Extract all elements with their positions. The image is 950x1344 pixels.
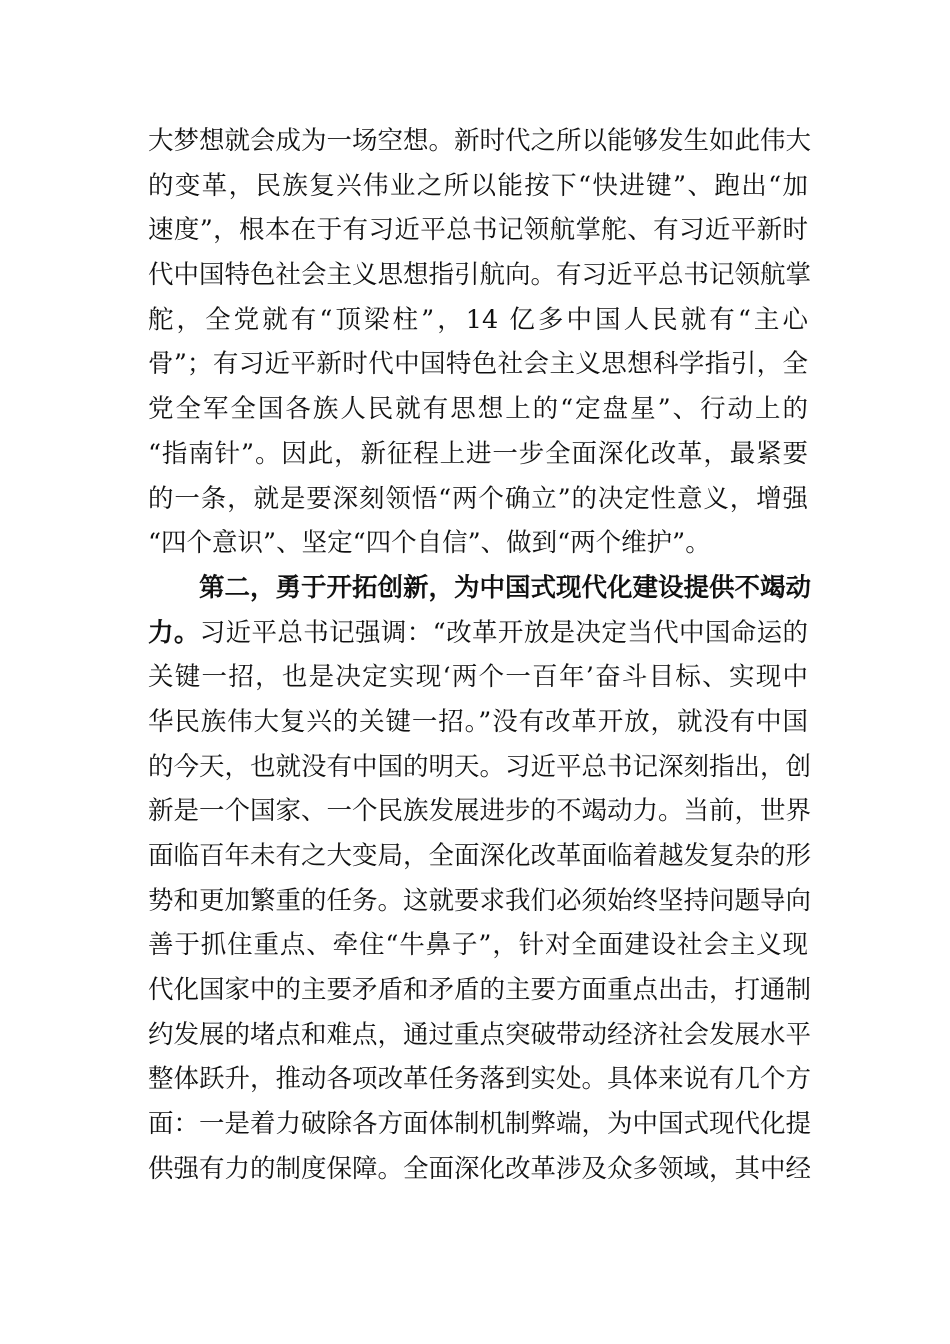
text-line: 大梦想就会成为一场空想。新时代之所以能够发生如此伟大 <box>148 126 812 156</box>
text-line: 骨”；有习近平新时代中国特色社会主义思想科学指引，全 <box>148 349 808 380</box>
text-line: 势和更加繁重的任务。这就要求我们必须始终坚持问题导向 <box>148 885 812 916</box>
text-line: 华民族伟大复兴的关键一招。”没有改革开放，就没有中国 <box>148 706 808 737</box>
text-line: “指南针”。因此，新征程上进一步全面深化改革，最紧要 <box>148 438 808 469</box>
paragraph-2 <box>148 566 812 1192</box>
text-line: 代中国特色社会主义思想指引航向。有习近平总书记领航掌 <box>148 260 812 291</box>
text-line: 供强有力的制度保障。全面深化改革涉及众多领域，其中经 <box>148 1153 812 1184</box>
text-line-rest: 习近平总书记强调：“改革开放是决定当代中国命运的 <box>199 617 808 648</box>
document-body <box>148 119 812 1192</box>
text-line: 舵，全党就有“顶梁柱”，14 亿多中国人民就有“主心 <box>148 304 808 335</box>
text-line: 约发展的堵点和难点，通过重点突破带动经济社会发展水平 <box>148 1019 812 1050</box>
text-line <box>148 611 808 656</box>
text-line: 党全军全国各族人民就有思想上的“定盘星”、行动上的 <box>148 394 808 425</box>
text-line: 速度”，根本在于有习近平总书记领航掌舵、有习近平新时 <box>148 215 808 246</box>
text-line: 善于抓住重点、牵住“牛鼻子”，针对全面建设社会主义现 <box>148 930 808 961</box>
text-line: 的变革，民族复兴伟业之所以能按下“快进键”、跑出“加 <box>148 170 808 201</box>
text-line: 面临百年未有之大变局，全面深化改革面临着越发复杂的形 <box>148 841 812 871</box>
text-line: 新是一个国家、一个民族发展进步的不竭动力。当前，世界 <box>148 796 812 827</box>
text-line: 的今天，也就没有中国的明天。习近平总书记深刻指出，创 <box>148 751 812 782</box>
section-heading-end: 力。 <box>148 617 200 648</box>
text-line: 整体跃升，推动各项改革任务落到实处。具体来说有几个方 <box>148 1064 812 1095</box>
text-line: 面：一是着力破除各方面体制机制弊端，为中国式现代化提 <box>148 1109 812 1140</box>
text-line: 代化国家中的主要矛盾和矛盾的主要方面重点出击，打通制 <box>148 975 812 1006</box>
text-line: “四个意识”、坚定“四个自信”、做到“两个维护”。 <box>148 528 711 559</box>
text-line: 关键一招，也是决定实现‘两个一百年’奋斗目标、实现中 <box>148 662 808 693</box>
paragraph-1 <box>148 119 812 566</box>
text-line: 的一条，就是要深刻领悟“两个确立”的决定性意义，增强 <box>148 483 808 514</box>
section-heading: 第二，勇于开拓创新，为中国式现代化建设提供不竭动 <box>199 572 812 603</box>
